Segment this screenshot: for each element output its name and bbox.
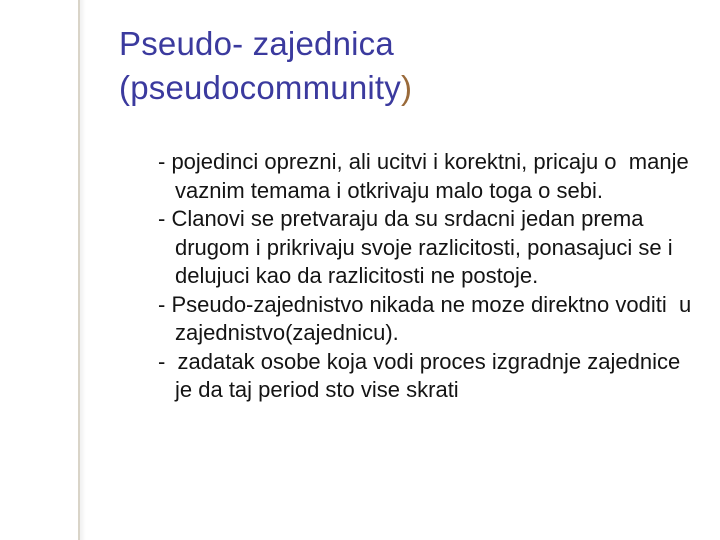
body-item-3: - Pseudo-zajednistvo nikada ne moze direktno voditi u zajednistvo(zajednicu). xyxy=(158,291,698,345)
body-item-4: - zadatak osobe koja vodi proces izgradnje zajednice je da taj period sto vise skrati xyxy=(158,348,687,402)
title-closing-paren: ) xyxy=(401,69,413,106)
title-line-1: Pseudo- zajednica xyxy=(119,25,394,62)
body-item-1: - pojedinci oprezni, ali ucitvi i korektni, pricaju o manje vaznim temama i otkrivaju malo toga o sebi. xyxy=(158,149,695,203)
slide-title xyxy=(119,22,412,110)
slide-body xyxy=(158,148,703,405)
left-divider-shadow xyxy=(80,0,86,540)
body-item-2: - Clanovi se pretvaraju da su srdacni jedan prema drugom i prikrivaju svoje razlicitosti, ponasajuci se i delujuci kao da razlicitosti ne postoje. xyxy=(158,206,679,288)
title-line-2: (pseudocommunity xyxy=(119,69,401,106)
